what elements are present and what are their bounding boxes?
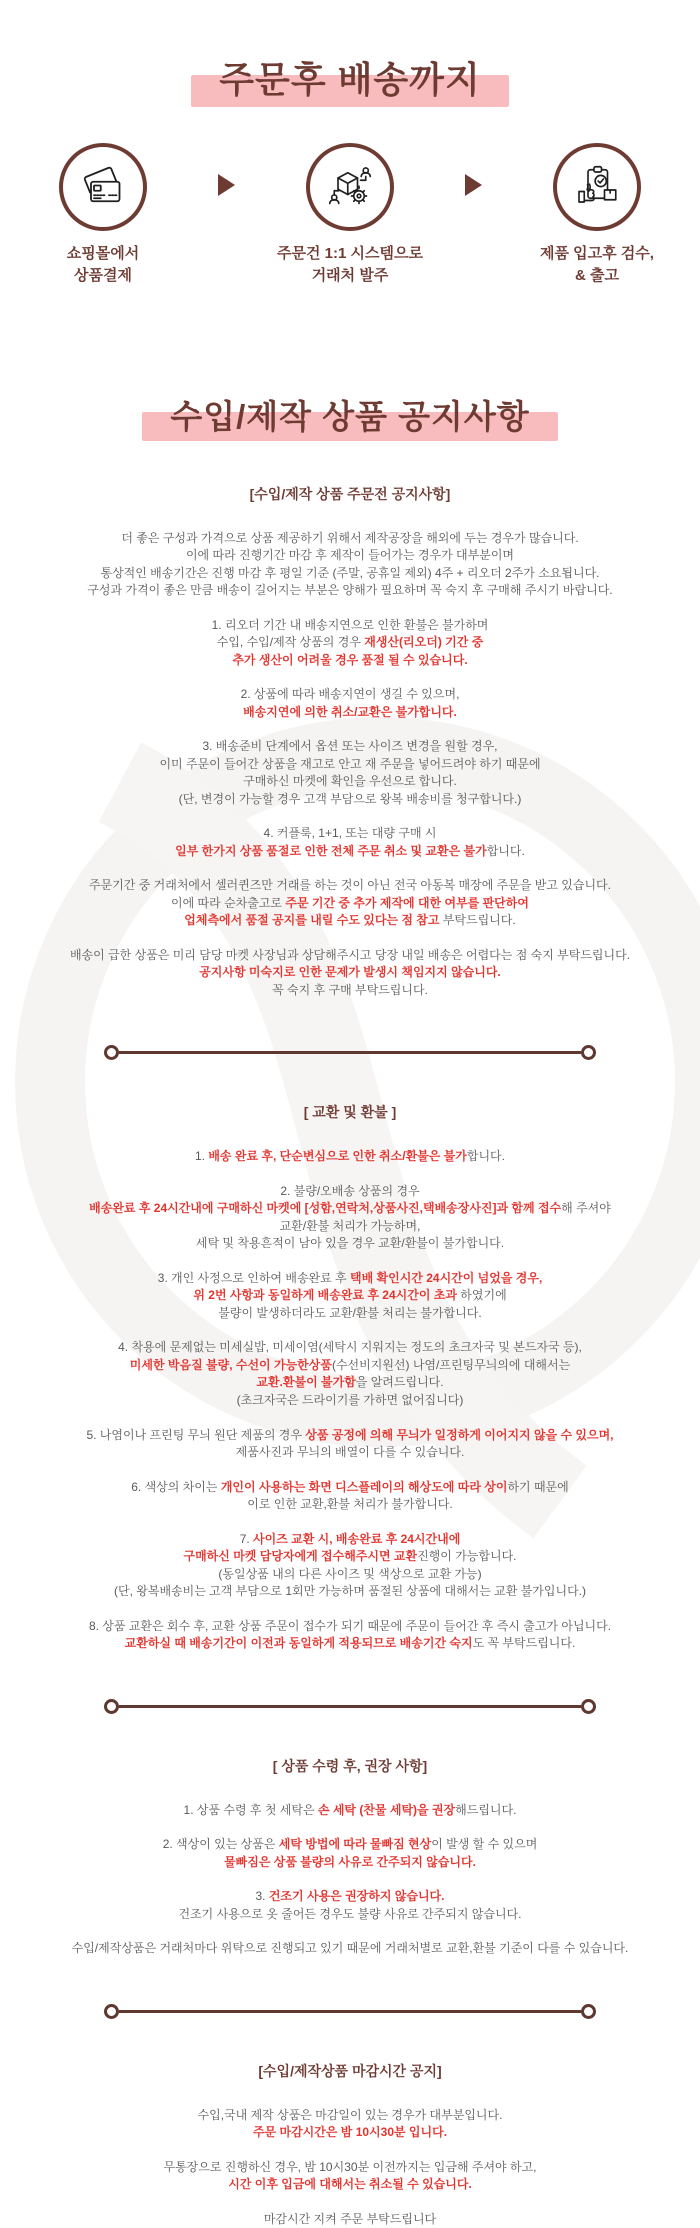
body-text: 2. 불량/오배송 상품의 경우 xyxy=(280,1184,419,1198)
step-order-system-label xyxy=(261,243,439,287)
body-text: 3. 개인 사정으로 인하여 배송완료 후 xyxy=(158,1271,350,1285)
body-text: 이 발생 할 수 있으며 xyxy=(431,1837,537,1851)
text-line xyxy=(20,2211,680,2228)
text-line xyxy=(20,1940,680,1958)
step-inspection xyxy=(508,143,686,287)
text-line xyxy=(20,652,680,670)
notice-title xyxy=(0,391,700,438)
text-line xyxy=(20,1305,680,1323)
emphasis-text: 미세한 박음질 불량, 수선이 가능한상품 xyxy=(130,1358,332,1372)
body-text: 4. 착용에 문제없는 미세실밥, 미세이염(세탁시 지워지는 정도의 초크자국 및 본드자국 등), xyxy=(118,1340,582,1354)
body-text: 이에 따라 순차출고로 xyxy=(171,896,285,910)
text-line xyxy=(20,773,680,791)
body-text: (동일상품 내의 다른 사이즈 및 색상으로 교환 가능) xyxy=(218,1567,481,1581)
emphasis-text: 배송지연에 의한 취소/교환은 불가합니다. xyxy=(243,705,457,719)
body-text: 2. 색상이 있는 상품은 xyxy=(163,1837,279,1851)
body-text: 합니다. xyxy=(487,844,525,858)
text-line xyxy=(20,791,680,809)
body-text: (초크자국은 드라이기를 가하면 없어집니다) xyxy=(237,1393,464,1407)
paragraph xyxy=(20,1270,680,1323)
emphasis-text: 위 2번 사항과 동일하게 배송완료 후 24시간이 초과 xyxy=(193,1288,457,1302)
text-line xyxy=(20,1339,680,1357)
text-line xyxy=(20,1531,680,1549)
body-text: 불량이 발생하더라도 교환/환불 처리는 불가합니다. xyxy=(218,1306,481,1320)
paragraph xyxy=(20,947,680,1000)
body-text: 하기 때문에 xyxy=(507,1480,568,1494)
divider-dot-icon xyxy=(104,2004,119,2019)
body-text: 마감시간 지켜 주문 부탁드립니다 xyxy=(264,2212,436,2226)
paragraph xyxy=(20,825,680,860)
body-text: 6. 색상의 차이는 xyxy=(131,1480,221,1494)
body-text: 도 꼭 부탁드립니다. xyxy=(473,1636,576,1650)
emphasis-text: 주문 마감시간은 밤 10시30분 입니다. xyxy=(253,2125,447,2139)
paragraph xyxy=(20,2107,680,2142)
text-line xyxy=(20,1148,680,1166)
emphasis-text: 공지사항 미숙지로 인한 문제가 발생시 책임지지 않습니다. xyxy=(199,965,501,979)
text-line xyxy=(20,1374,680,1392)
paragraph xyxy=(20,877,680,930)
body-text: 구성과 가격이 좋은 만큼 배송이 길어지는 부분은 양해가 필요하며 꼭 숙지 후 구매해 주시기 바랍니다. xyxy=(87,583,612,597)
text-line xyxy=(20,1854,680,1872)
body-text: 이에 따라 진행기간 마감 후 제작이 들어가는 경우가 대부분이며 xyxy=(186,548,514,562)
order-process-steps xyxy=(0,143,700,287)
text-line xyxy=(20,877,680,895)
body-text: 5. 나염이나 프린팅 무늬 원단 제품의 경우 xyxy=(86,1428,305,1442)
text-line xyxy=(20,1566,680,1584)
body-text: 교환/환불 처리가 가능하며, xyxy=(280,1219,421,1233)
body-text: 1. xyxy=(195,1149,208,1163)
body-text: 2. 상품에 따라 배송지연이 생길 수 있으며, xyxy=(241,687,460,701)
paragraph xyxy=(20,1618,680,1653)
emphasis-text: 상품 공정에 의해 무늬가 일정하게 이어지지 않을 수 있으며, xyxy=(305,1428,613,1442)
body-text: 하였기에 xyxy=(457,1288,507,1302)
body-text: 배송이 급한 상품은 미리 담당 마켓 사장님과 상담해주시고 당장 내일 배송은 어렵다는 점 숙지 부탁드립니다. xyxy=(70,948,630,962)
paragraph xyxy=(20,2159,680,2194)
paragraph xyxy=(20,617,680,670)
body-text: 3. xyxy=(256,1889,269,1903)
divider-dot-icon xyxy=(104,1045,119,1060)
text-line xyxy=(20,686,680,704)
paragraph xyxy=(20,530,680,600)
body-text: (단, 왕복배송비는 고객 부담으로 1회만 가능하며 품절된 상품에 대해서는 교환 불가입니다.) xyxy=(114,1584,586,1598)
body-text: 더 좋은 구성과 가격으로 상품 제공하기 위해서 제작공장을 해외에 두는 경우가 많습니다. xyxy=(121,531,578,545)
inspection-icon xyxy=(553,143,641,231)
body-text: 주문기간 중 거래처에서 셀러퀸즈만 거래를 하는 것이 아닌 전국 아동복 매장에 주문을 받고 있습니다. xyxy=(89,878,611,892)
text-line xyxy=(20,1802,680,1820)
divider-line xyxy=(119,1051,581,1054)
divider-dot-icon xyxy=(581,1045,596,1060)
body-text: 7. xyxy=(240,1532,253,1546)
emphasis-text: 개인이 사용하는 화면 디스플레이의 해상도에 따라 상이 xyxy=(221,1480,508,1494)
emphasis-text: 택배 확인시간 24시간이 넘었을 경우, xyxy=(350,1271,542,1285)
text-line xyxy=(20,825,680,843)
text-line xyxy=(20,1270,680,1288)
section-header: [수입/제작상품 마감시간 공지] xyxy=(0,2061,700,2081)
body-text: 합니다. xyxy=(467,1149,505,1163)
paragraph xyxy=(20,738,680,808)
paragraph xyxy=(20,1339,680,1409)
body-text: 4. 커플룩, 1+1, 또는 대량 구매 시 xyxy=(264,826,437,840)
step-payment-label xyxy=(14,243,192,287)
emphasis-text: 주문 기간 중 추가 제작에 대한 여부를 판단하여 xyxy=(285,896,529,910)
emphasis-text: 사이즈 교환 시, 배송완료 후 24시간내에 xyxy=(253,1532,460,1546)
step-label-line: 거래처 발주 xyxy=(261,265,439,287)
text-line xyxy=(20,1496,680,1514)
body-text: 통상적인 배송기간은 진행 마감 후 평일 기준 (주말, 공휴일 제외) 4주 + 리오더 2주가 소요됩니다. xyxy=(100,566,599,580)
notice-sections xyxy=(0,484,700,2228)
step-payment xyxy=(14,143,192,287)
page-title-text: 주문후 배송까지 xyxy=(213,52,486,103)
text-line xyxy=(20,2107,680,2125)
text-line xyxy=(20,895,680,913)
emphasis-text: 시간 이후 입금에 대해서는 취소될 수 있습니다. xyxy=(228,2177,472,2191)
text-line xyxy=(20,1444,680,1462)
body-text: 세탁 및 착용흔적이 남아 있을 경우 교환/환불이 불가합니다. xyxy=(196,1236,504,1250)
text-line xyxy=(20,1906,680,1924)
paragraph xyxy=(20,1479,680,1514)
body-text: (단, 변경이 가능할 경우 고객 부담으로 왕복 배송비를 청구합니다.) xyxy=(179,792,522,806)
body-text: 제품사진과 무늬의 배열이 다를 수 있습니다. xyxy=(236,1445,465,1459)
step-inspection-label xyxy=(508,243,686,287)
paragraph xyxy=(20,1427,680,1462)
text-line xyxy=(20,634,680,652)
emphasis-text: 손 세탁 (찬물 세탁)을 권장 xyxy=(318,1803,455,1817)
arrow-right-icon xyxy=(465,174,482,196)
page-title xyxy=(0,52,700,103)
text-line xyxy=(20,964,680,982)
body-text: (수선비지원선) 나염/프린팅무늬의에 대해서는 xyxy=(332,1358,570,1372)
shipping-notice-page xyxy=(0,52,700,2082)
paragraph xyxy=(20,1888,680,1923)
text-line xyxy=(20,1583,680,1601)
section-divider xyxy=(104,1045,596,1060)
divider-dot-icon xyxy=(581,2004,596,2019)
text-line xyxy=(20,1479,680,1497)
content xyxy=(0,52,700,2228)
divider-line xyxy=(119,2010,581,2013)
text-line xyxy=(20,2159,680,2177)
text-line xyxy=(20,582,680,600)
section-header: [ 교환 및 환불 ] xyxy=(0,1102,700,1122)
body-text: 꼭 숙지 후 구매 부탁드립니다. xyxy=(272,983,428,997)
text-line xyxy=(20,2124,680,2142)
section-header: [ 상품 수령 후, 권장 사항] xyxy=(0,1756,700,1776)
emphasis-text: 배송완료 후 24시간내에 구매하신 마켓에 [성함,연락처,상품사진,택배송장사진]과 함께 접수 xyxy=(89,1201,561,1215)
text-line xyxy=(20,982,680,1000)
order-system-icon xyxy=(306,143,394,231)
text-line xyxy=(20,843,680,861)
body-text: 무통장으로 진행하신 경우, 밤 10시30분 이전까지는 입금해 주셔야 하고, xyxy=(163,2160,536,2174)
emphasis-text: 일부 한가지 상품 품절로 인한 전체 주문 취소 및 교환은 불가 xyxy=(175,844,487,858)
text-line xyxy=(20,1635,680,1653)
body-text: 수입,국내 제작 상품은 마감일이 있는 경우가 대부분입니다. xyxy=(198,2108,503,2122)
text-line xyxy=(20,1183,680,1201)
text-line xyxy=(20,1888,680,1906)
text-line xyxy=(20,756,680,774)
divider-dot-icon xyxy=(104,1699,119,1714)
body-text: 부탁드립니다. xyxy=(439,913,515,927)
divider-dot-icon xyxy=(581,1699,596,1714)
emphasis-text: 업체측에서 품절 공지를 내릴 수도 있다는 점 참고 xyxy=(184,913,439,927)
emphasis-text: 구매하신 마켓 담당자에게 접수해주시면 교환 xyxy=(184,1549,418,1563)
paragraph xyxy=(20,2211,680,2228)
body-text: 1. 리오더 기간 내 배송지연으로 인한 환불은 불가하며 xyxy=(212,618,489,632)
paragraph xyxy=(20,1836,680,1871)
arrow-right-icon xyxy=(218,174,235,196)
text-line xyxy=(20,1357,680,1375)
paragraph xyxy=(20,1940,680,1958)
text-line xyxy=(20,1618,680,1636)
step-label-line: 제품 입고후 검수, xyxy=(508,243,686,265)
credit-card-icon xyxy=(59,143,147,231)
step-label-line: 상품결제 xyxy=(14,265,192,287)
step-order-system xyxy=(261,143,439,287)
text-line xyxy=(20,617,680,635)
section-header: [수입/제작 상품 주문전 공지사항] xyxy=(0,484,700,504)
text-line xyxy=(20,912,680,930)
section-divider xyxy=(104,2004,596,2019)
body-text: 8. 상품 교환은 회수 후, 교환 상품 주문이 접수가 되기 때문에 주문이 들어간 후 즉시 출고가 아닙니다. xyxy=(89,1619,611,1633)
paragraph xyxy=(20,1148,680,1166)
text-line xyxy=(20,1836,680,1854)
emphasis-text: 교환.환불이 불가함 xyxy=(256,1375,355,1389)
emphasis-text: 교환하실 때 배송기간이 이전과 동일하게 적용되므로 배송기간 숙지 xyxy=(125,1636,473,1650)
emphasis-text: 물빠짐은 상품 불량의 사유로 간주되지 않습니다. xyxy=(224,1855,476,1869)
text-line xyxy=(20,704,680,722)
emphasis-text: 세탁 방법에 따라 물빠짐 현상 xyxy=(279,1837,431,1851)
step-label-line: 쇼핑몰에서 xyxy=(14,243,192,265)
paragraph xyxy=(20,686,680,721)
body-text: 3. 배송준비 단계에서 옵션 또는 사이즈 변경을 원할 경우, xyxy=(202,739,497,753)
section-divider xyxy=(104,1699,596,1714)
body-text: 1. 상품 수령 후 첫 세탁은 xyxy=(184,1803,318,1817)
text-line xyxy=(20,1548,680,1566)
body-text: 이미 주문이 들어간 상품을 재고로 안고 재 주문을 넣어드려야 하기 때문에 xyxy=(159,757,540,771)
text-line xyxy=(20,530,680,548)
body-text: 수입/제작상품은 거래처마다 위탁으로 진행되고 있기 때문에 거래처별로 교환,환불 기준이 다를 수 있습니다. xyxy=(72,1941,629,1955)
step-label-line: & 출고 xyxy=(508,265,686,287)
paragraph xyxy=(20,1183,680,1253)
emphasis-text: 추가 생산이 어려울 경우 품절 될 수 있습니다. xyxy=(232,653,467,667)
text-line xyxy=(20,947,680,965)
text-line xyxy=(20,1392,680,1410)
text-line xyxy=(20,2176,680,2194)
text-line xyxy=(20,1235,680,1253)
body-text: 이로 인한 교환,환불 처리가 불가합니다. xyxy=(247,1497,452,1511)
body-text: 진행이 가능합니다. xyxy=(417,1549,516,1563)
divider-line xyxy=(119,1705,581,1708)
body-text: 수입, 수입/제작 상품의 경우 xyxy=(217,635,365,649)
text-line xyxy=(20,1287,680,1305)
emphasis-text: 배송 완료 후, 단순변심으로 인한 취소/환불은 불가 xyxy=(208,1149,467,1163)
paragraph xyxy=(20,1802,680,1820)
text-line xyxy=(20,1427,680,1445)
emphasis-text: 건조기 사용은 권장하지 않습니다. xyxy=(269,1889,445,1903)
body-text: 건조기 사용으로 옷 줄어든 경우도 불량 사유로 간주되지 않습니다. xyxy=(179,1907,522,1921)
body-text: 을 알려드립니다. xyxy=(356,1375,444,1389)
body-text: 해드립니다. xyxy=(455,1803,516,1817)
paragraph xyxy=(20,1531,680,1601)
text-line xyxy=(20,1200,680,1218)
text-line xyxy=(20,738,680,756)
body-text: 구매하신 마켓에 확인을 우선으로 합니다. xyxy=(243,774,457,788)
emphasis-text: 재생산(리오더) 기간 중 xyxy=(364,635,483,649)
text-line xyxy=(20,1218,680,1236)
notice-title-text: 수입/제작 상품 공지사항 xyxy=(164,391,535,438)
step-label-line: 주문건 1:1 시스템으로 xyxy=(261,243,439,265)
text-line xyxy=(20,565,680,583)
text-line xyxy=(20,547,680,565)
body-text: 해 주셔야 xyxy=(561,1201,611,1215)
